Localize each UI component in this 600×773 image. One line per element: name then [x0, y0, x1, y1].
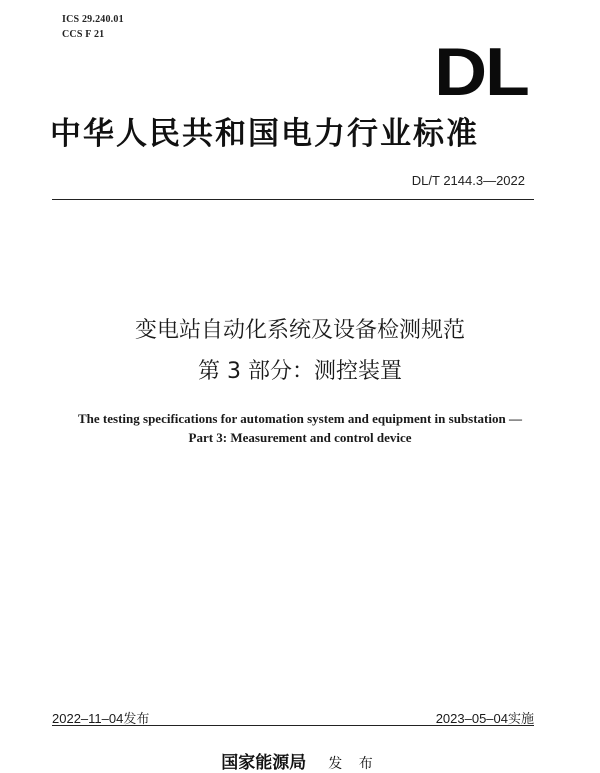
publisher-name: 国家能源局: [221, 753, 307, 773]
footer-divider: [52, 725, 534, 726]
title-cn-line2: 第 3 部分：测控装置: [198, 359, 402, 384]
title-en-line2: Part 3: Measurement and control device: [188, 430, 412, 445]
dl-logo: DL: [434, 34, 528, 110]
document-number: DL/T 2144.3—2022: [411, 173, 525, 188]
issue-date: 2022–11–04发布: [52, 711, 150, 726]
ccs-code: CCS F 21: [62, 29, 105, 40]
effective-date: 2023–05–04实施: [435, 711, 534, 726]
ics-code: ICS 29.240.01: [62, 14, 124, 25]
title-en-line1: The testing specifications for automation system and equipment in substation —: [78, 411, 522, 426]
publish-action: 发 布: [328, 756, 379, 772]
title-cn-line1: 变电站自动化系统及设备检测规范: [134, 318, 465, 343]
publisher-line: [0, 748, 600, 773]
industry-standard-title: 中华人民共和国电力行业标准: [50, 116, 479, 152]
header-divider: [52, 199, 534, 200]
